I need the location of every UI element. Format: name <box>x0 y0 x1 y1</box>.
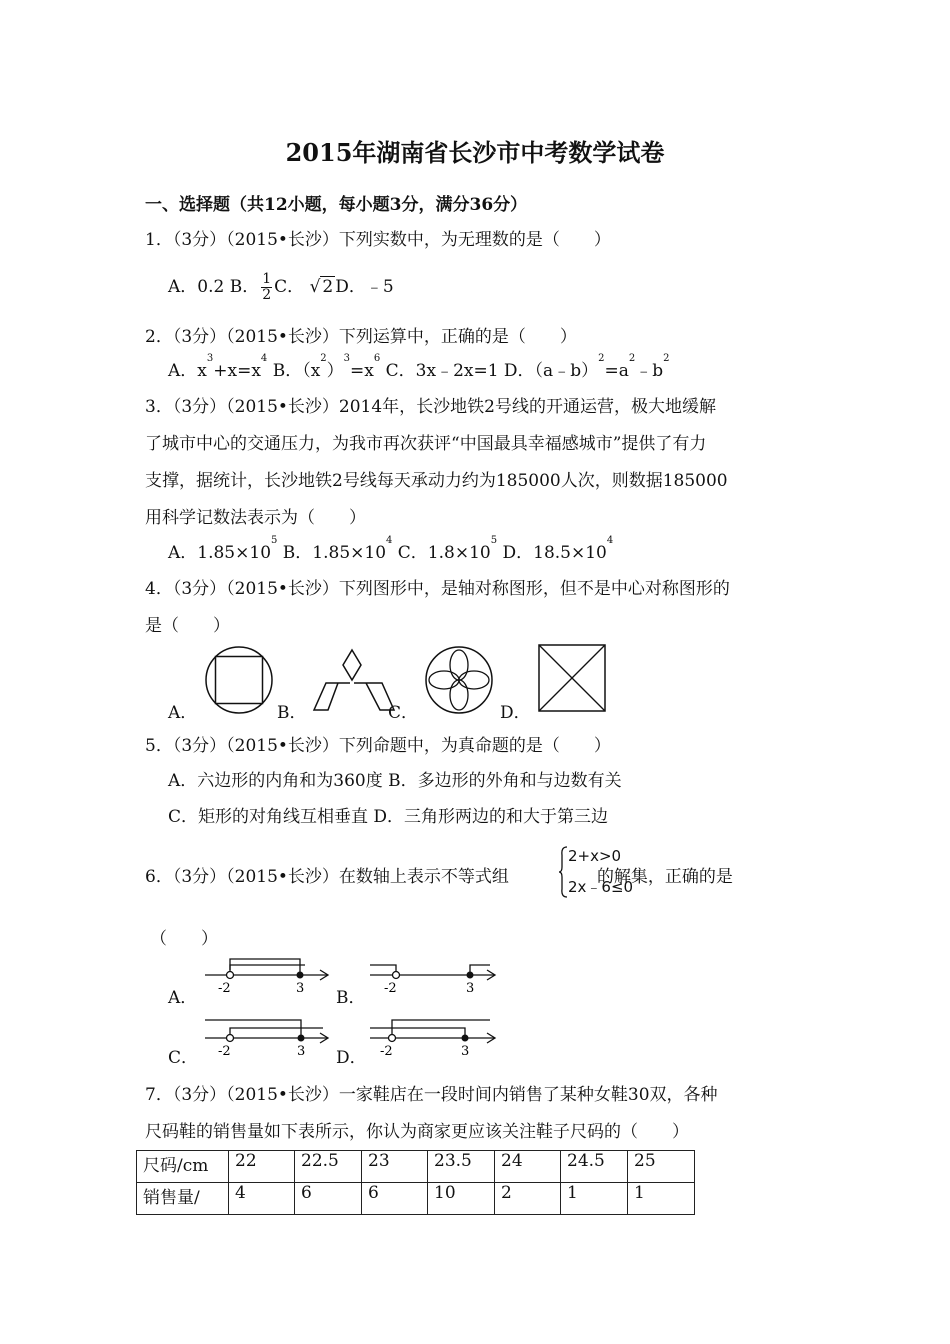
q4-label-a: A． <box>168 703 198 723</box>
q2-stem: 2．（3分）（2015•长沙）下列运算中，正确的是（ ） <box>145 327 577 347</box>
table-cell: 6 <box>295 1183 362 1215</box>
q2-options: A．$x^3+x=x^4$ B．$(x^2)^3=x^6$ C．3x﹣2x=1 D．$(a﹣b)^2=a^2﹣b^2$ <box>168 353 670 381</box>
table-cell: 24 <box>495 1151 561 1183</box>
q1-sqrt: √ 2 <box>309 277 334 297</box>
q6-d-tick-right: 3 <box>461 1044 470 1059</box>
table-cell: 1 <box>561 1183 628 1215</box>
table-cell: 尺码/cm <box>137 1151 229 1183</box>
q3-options: A．$1.85\times 10^5$ B．$1.85\times 10^4$ C．$1.8\times 10^5$ D．$18.5\times 10^4$ <box>168 535 614 563</box>
table-cell: 22.5 <box>295 1151 362 1183</box>
q6-stem: 6．（3分）（2015•长沙）在数轴上表示不等式组 的解集，正确的是 <box>145 867 733 887</box>
q5-stem: 5．（3分）（2015•长沙）下列命题中，为真命题的是（ ） <box>145 736 611 756</box>
table-cell: 10 <box>428 1183 495 1215</box>
q4-figure-d <box>537 643 607 713</box>
q3-line-1: 3．（3分）（2015•长沙）2014年，长沙地铁2号线的开通运营，极大地缓解 <box>145 397 717 417</box>
table-cell: 2 <box>495 1183 561 1215</box>
table-cell: 4 <box>229 1183 295 1215</box>
q6-brace <box>558 845 568 899</box>
q6-c-tick-left: -2 <box>218 1044 231 1059</box>
table-cell: 25 <box>628 1151 695 1183</box>
q5-options-cd: C．矩形的对角线互相垂直 D．三角形两边的和大于第三边 <box>168 807 609 827</box>
table-cell: 23 <box>362 1151 428 1183</box>
q6-a-tick-left: -2 <box>218 981 231 996</box>
q6-numberline-b <box>370 955 500 1000</box>
q6-label-d: D． <box>336 1048 367 1068</box>
table-cell: 23.5 <box>428 1151 495 1183</box>
q6-d-tick-left: -2 <box>380 1044 393 1059</box>
q4-figure-a <box>203 644 275 716</box>
q6-inequality-2: 2x﹣6≤0 <box>568 878 634 896</box>
q1-fraction: $\frac{1}{2}$ <box>262 271 272 303</box>
q5-options-ab: A．六边形的内角和为360度 B．多边形的外角和与边数有关 <box>168 771 622 791</box>
q6-b-tick-left: -2 <box>384 981 397 996</box>
q6-label-a: A． <box>168 988 198 1008</box>
table-cell: 销售量/ <box>137 1183 229 1215</box>
q4-label-b: B． <box>277 703 307 723</box>
q6-a-tick-right: 3 <box>296 981 305 996</box>
table-cell: 1 <box>628 1183 695 1215</box>
q6-label-c: C． <box>168 1048 199 1068</box>
page-title: 2015年湖南省长沙市中考数学试卷 <box>285 138 665 167</box>
table-cell: 24.5 <box>561 1151 628 1183</box>
q1-option-c: C． <box>274 277 305 297</box>
q6-answer-paren: （ ） <box>150 929 218 949</box>
q4-label-c: C． <box>388 703 419 723</box>
q4-line-1: 4．（3分）（2015•长沙）下列图形中，是轴对称图形，但不是中心对称图形的 <box>145 579 730 599</box>
q3-line-3: 支撑，据统计，长沙地铁2号线每天承动力约为185000人次，则数据185000 <box>145 471 728 491</box>
q4-figure-c <box>423 644 495 716</box>
q6-numberline-c <box>205 1016 335 1061</box>
q6-c-tick-right: 3 <box>297 1044 306 1059</box>
table-row <box>137 1183 695 1215</box>
q4-figure-b <box>312 648 396 714</box>
q7-line-2: 尺码鞋的销售量如下表所示，你认为商家更应该关注鞋子尺码的（ ） <box>145 1122 689 1142</box>
q6-label-b: B． <box>336 988 366 1008</box>
q1-options <box>168 272 394 303</box>
q6-numberline-a <box>205 955 335 1000</box>
q4-line-2: 是（ ） <box>145 616 230 636</box>
q1-option-d: D．﹣5 <box>335 277 394 297</box>
shoe-size-table <box>136 1150 695 1215</box>
section-heading: 一、选择题（共12小题，每小题3分，满分36分） <box>145 195 528 215</box>
q6-inequality-1: 2+x>0 <box>568 847 622 865</box>
q7-line-1: 7．（3分）（2015•长沙）一家鞋店在一段时间内销售了某种女鞋30双，各种 <box>145 1085 718 1105</box>
table-cell: 22 <box>229 1151 295 1183</box>
q6-numberline-d <box>370 1016 500 1061</box>
table-cell: 6 <box>362 1183 428 1215</box>
q3-line-2: 了城市中心的交通压力，为我市再次获评“中国最具幸福感城市”提供了有力 <box>145 434 707 454</box>
q1-stem: 1．（3分）（2015•长沙）下列实数中，为无理数的是（ ） <box>145 230 611 250</box>
q1-option-a-b: A．0.2 B． <box>168 277 260 297</box>
table-row <box>137 1151 695 1183</box>
q6-b-tick-right: 3 <box>466 981 475 996</box>
q3-line-4: 用科学记数法表示为（ ） <box>145 508 366 528</box>
q4-label-d: D． <box>500 703 531 723</box>
